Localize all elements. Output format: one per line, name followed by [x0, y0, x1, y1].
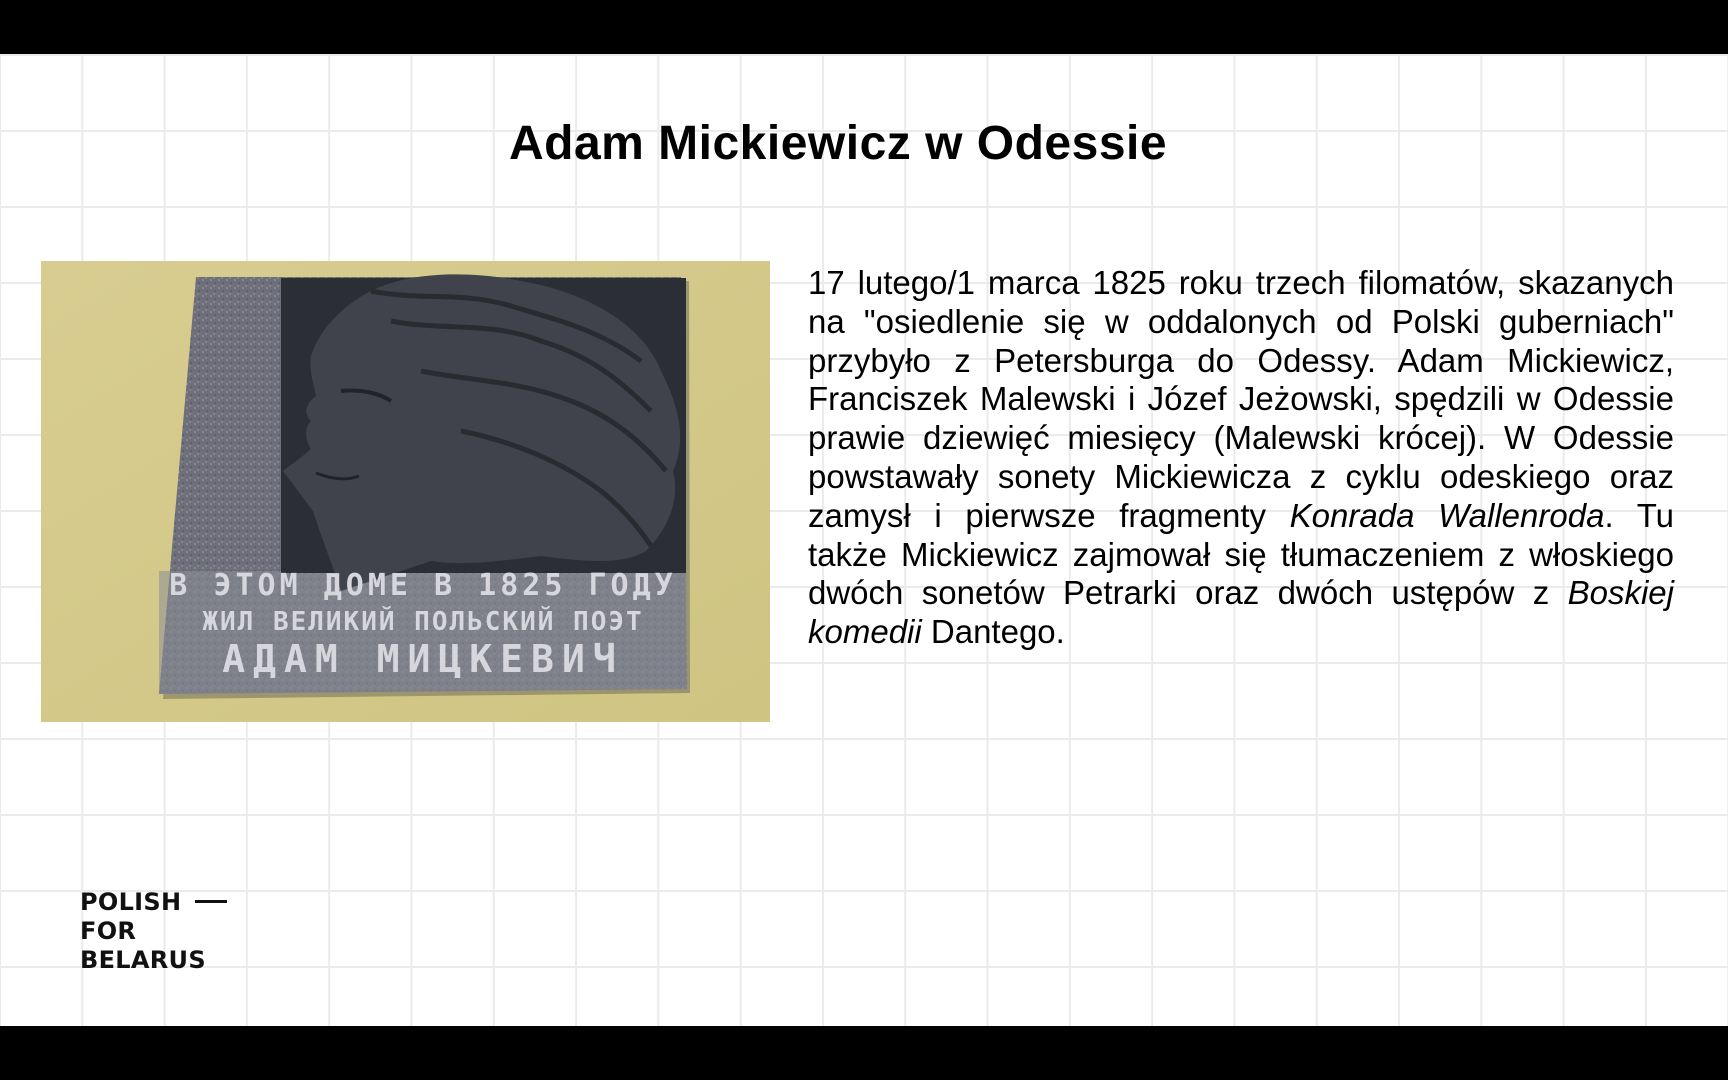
logo-dash-icon: [195, 900, 227, 903]
slide-body-text: [808, 264, 1674, 652]
plaque-text-line-2: ЖИЛ ВЕЛИКИЙ ПОЛЬСКИЙ ПОЭТ: [202, 607, 644, 637]
body-text-part-2: . Tu także Mickiewicz zajmował się tłumaczeniem z włoskiego dwóch sonetów Petrarki oraz dwóch ustępów z: [808, 496, 1674, 612]
plaque-text-line-1: В ЭТОМ ДОМЕ В 1825 ГОДУ: [169, 568, 677, 603]
polish-for-belarus-logo: [80, 888, 227, 975]
logo-line-3: BELARUS: [80, 946, 206, 974]
slide-title: Adam Mickiewicz w Odessie: [508, 117, 1168, 170]
plaque-text-line-3: АДАМ МИЦКЕВИЧ: [222, 637, 624, 681]
body-text-italic-boska-komedia: Boskiej komedii: [808, 574, 1674, 651]
logo-line-1: POLISH: [80, 888, 182, 916]
plaque-illustration: [41, 261, 770, 722]
mickiewicz-plaque-photo: [41, 261, 770, 722]
logo-line-2: FOR: [80, 917, 137, 945]
body-text-italic-konrad-wallenrod: Konrada Wallenroda: [1289, 496, 1605, 534]
slide: [0, 54, 1728, 1026]
body-text-part-1: 17 lutego/1 marca 1825 roku trzech filomatów, skazanych na "osiedlenie się w oddalonych od Polski guberniach" przybyło z Petersburga do Odessy. Adam Mickiewicz, Franciszek Malewski i Józef Jeżowski, spędzili w Odessie prawie dziewięć miesięcy (Malewski krócej). W Odessie powstawały sonety Mickiewicza z cyklu odeskiego oraz zamysł i pierwsze fragmenty: [808, 264, 1674, 534]
body-text-part-3: Dantego.: [921, 613, 1065, 651]
